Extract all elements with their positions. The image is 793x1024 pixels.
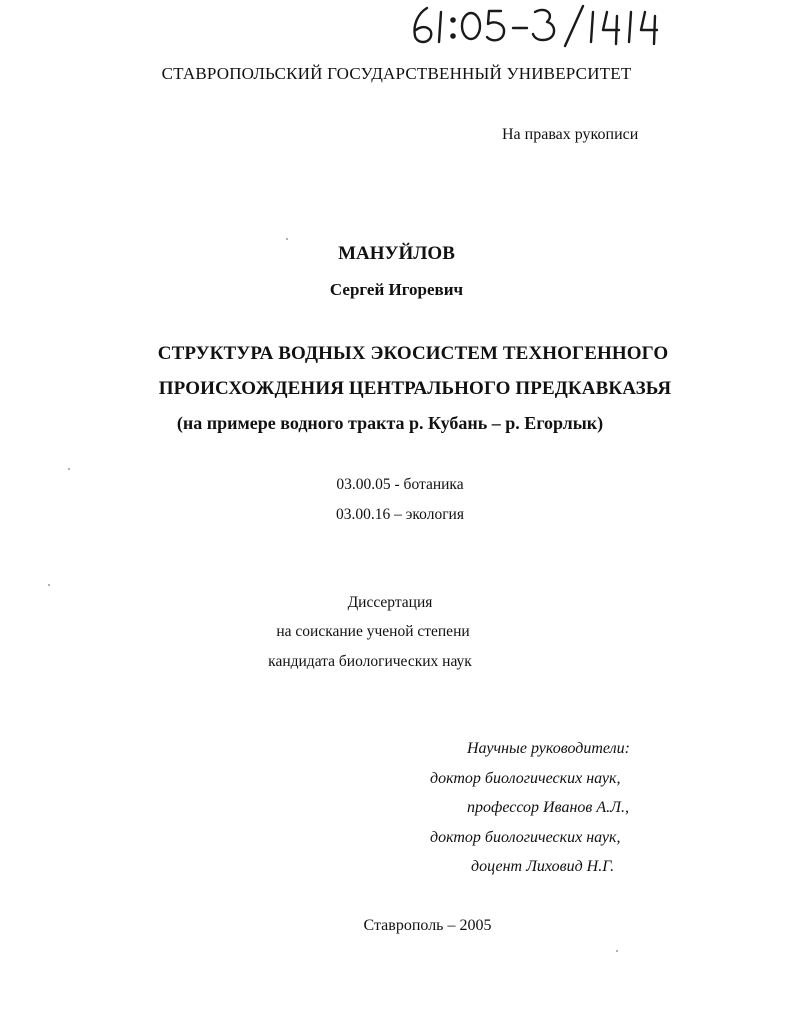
dissertation-type: Диссертация [347,594,433,611]
thesis-subtitle: (на примере водного тракта р. Кубань – р. Егорлык) [176,413,604,433]
advisor-2-name: доцент Лиховид Н.Г. [471,858,615,875]
university-name: СТАВРОПОЛЬСКИЙ ГОСУДАРСТВЕННЫЙ УНИВЕРСИТЕТ [161,64,632,83]
advisor-2-degree: доктор биологических наук, [430,829,621,846]
thesis-title-line-1: СТРУКТУРА ВОДНЫХ ЭКОСИСТЕМ ТЕХНОГЕННОГО [157,343,669,364]
thesis-title-line-2: ПРОИСХОЖДЕНИЯ ЦЕНТРАЛЬНОГО ПРЕДКАВКАЗЬЯ [158,378,672,399]
handwritten-archive-number [405,2,665,48]
dissertation-purpose: на соискание ученой степени [276,623,470,640]
manuscript-rights-label: На правах рукописи [502,126,639,143]
advisor-1-degree: доктор биологических наук, [430,770,621,787]
scan-speck [616,950,618,952]
specialty-ecology: 03.00.16 – экология [336,506,464,523]
handwritten-archive-number-drawing [405,2,665,48]
advisor-1-name: профессор Иванов А.Л., [467,799,629,816]
advisors-heading: Научные руководители: [467,740,630,757]
specialty-botany: 03.00.05 - ботаника [336,476,464,493]
author-given-names: Сергей Игоревич [329,280,464,299]
scan-speck [286,238,288,240]
dissertation-degree: кандидата биологических наук [268,653,472,670]
scan-speck [68,468,70,470]
scan-speck [48,584,50,586]
city-and-year: Ставрополь – 2005 [363,917,492,934]
author-surname: МАНУЙЛОВ [338,243,455,264]
